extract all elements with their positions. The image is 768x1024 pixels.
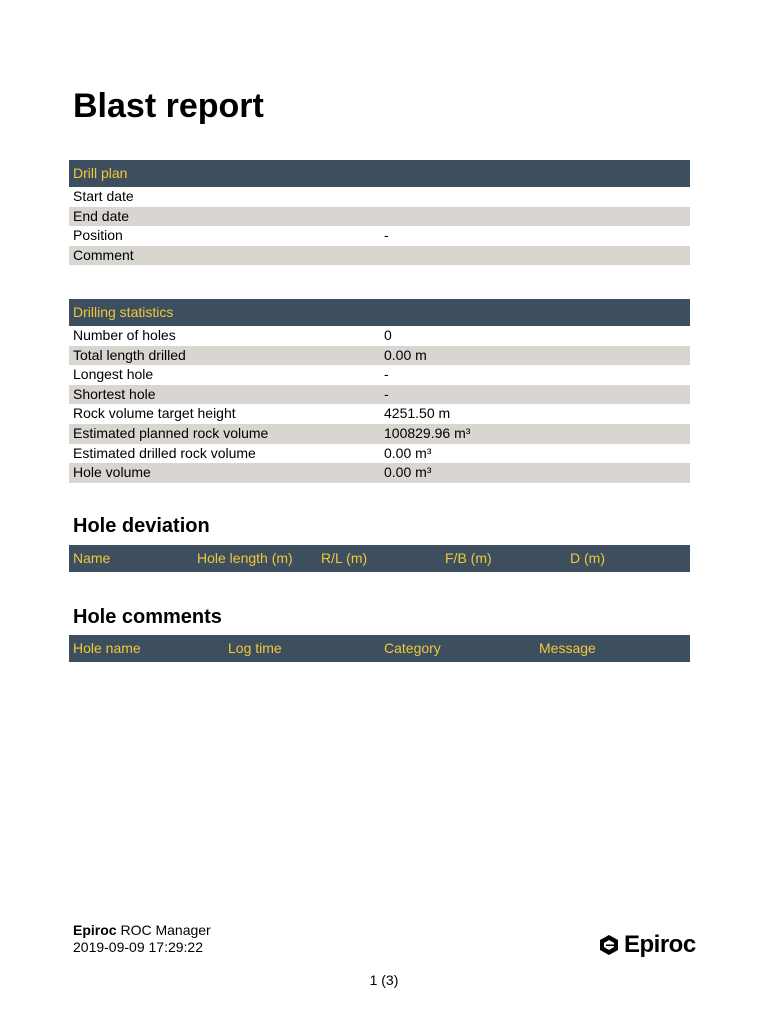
drill-plan-header: Drill plan xyxy=(69,160,690,187)
row-label: Number of holes xyxy=(73,327,176,343)
table-row xyxy=(69,207,690,227)
row-label: Position xyxy=(73,227,123,244)
footer-product-name: ROC Manager xyxy=(116,922,211,938)
table-row xyxy=(69,463,690,483)
drill-plan-table xyxy=(69,160,690,265)
column-header: Name xyxy=(73,550,111,566)
column-header: D (m) xyxy=(570,550,605,566)
hole-comments-header xyxy=(69,635,690,662)
row-label: Shortest hole xyxy=(73,385,156,402)
column-header: F/B (m) xyxy=(445,550,492,566)
row-label: Rock volume target height xyxy=(73,405,236,422)
table-row xyxy=(69,424,690,444)
table-row xyxy=(69,365,690,385)
table-row xyxy=(69,444,690,464)
epiroc-mark-icon xyxy=(598,934,620,956)
row-value: 0.00 m³ xyxy=(384,444,432,461)
table-row xyxy=(69,404,690,424)
table-row xyxy=(69,226,690,246)
page-title: Blast report xyxy=(73,87,264,125)
row-value: 100829.96 m³ xyxy=(384,424,471,441)
column-header: Hole length (m) xyxy=(197,550,293,566)
column-header: Log time xyxy=(228,640,282,656)
column-header: Category xyxy=(384,640,441,656)
hole-deviation-table xyxy=(69,545,690,572)
row-label: End date xyxy=(73,207,130,224)
row-label: Longest hole xyxy=(73,366,154,383)
hole-comments-table xyxy=(69,635,690,662)
drilling-statistics-table xyxy=(69,299,690,483)
table-row xyxy=(69,246,690,266)
table-row xyxy=(69,346,690,366)
drilling-statistics-header: Drilling statistics xyxy=(69,299,690,326)
column-header: Message xyxy=(539,640,596,656)
row-label: Total length drilled xyxy=(73,346,186,363)
row-label: Comment xyxy=(73,246,134,263)
row-label: Estimated planned rock volume xyxy=(73,424,269,441)
row-label: Estimated drilled rock volume xyxy=(73,444,256,461)
epiroc-logo xyxy=(598,931,696,959)
hole-deviation-header xyxy=(69,545,690,572)
row-label: Hole volume xyxy=(73,464,151,481)
hole-deviation-title: Hole deviation xyxy=(73,515,210,537)
row-value: 4251.50 m xyxy=(384,405,451,422)
table-row xyxy=(69,326,690,346)
hole-comments-title: Hole comments xyxy=(73,606,222,628)
logo-text: Epiroc xyxy=(624,931,696,958)
row-value: - xyxy=(384,366,389,383)
row-value: - xyxy=(384,227,389,244)
row-label: Start date xyxy=(73,188,134,204)
column-header: Hole name xyxy=(73,640,141,656)
table-row xyxy=(69,385,690,405)
column-header: R/L (m) xyxy=(321,550,368,566)
row-value: 0 xyxy=(384,327,392,343)
footer-brand-name: Epiroc xyxy=(73,922,117,938)
row-value: 0.00 m xyxy=(384,346,427,363)
table-row xyxy=(69,187,690,207)
footer-timestamp: 2019-09-09 17:29:22 xyxy=(73,939,203,955)
row-value: - xyxy=(384,385,389,402)
page-number: 1 (3) xyxy=(369,972,399,988)
row-value: 0.00 m³ xyxy=(384,464,432,481)
footer-brand xyxy=(73,921,211,939)
